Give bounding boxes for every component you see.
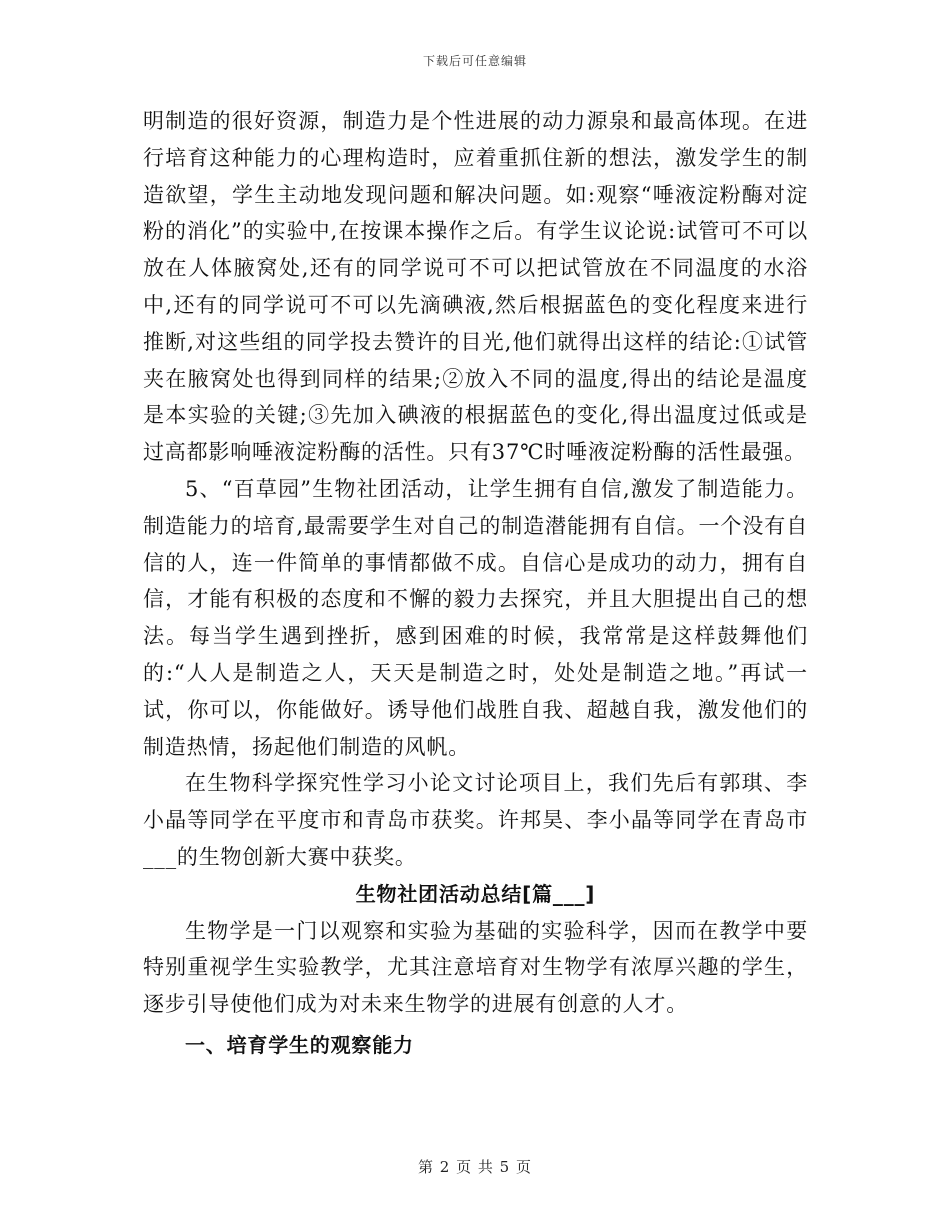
section-title: 生物社团活动总结[篇___] [355, 881, 596, 906]
paragraph-intro: 生物学是一门以观察和实验为基础的实验科学，因而在教学中要特别重视学生实验教学，尤其注意培育对生物学有浓厚兴趣的学生，逐步引导使他们成为对未来生物学的进展有创意的人才。 [143, 918, 808, 1017]
section-heading-1: 一、培育学生的观察能力 [185, 1032, 414, 1057]
page-footer: 第 2 页 共 5 页 [418, 1158, 532, 1176]
paragraph-continued: 明制造的很好资源，制造力是个性进展的动力源泉和最高体现。在进行培育这种能力的心理构造时，应着重抓住新的想法，激发学生的制造欲望，学生主动地发现问题和解决问题。如:观察“唾液淀粉酶对淀粉的消化”的实验中,在按课本操作之后。有学生议论说:试管可不可以放在人体腋窝处,还有的同学说可不可以把试管放在不同温度的水浴中,还有的同学说可不可以先滴碘液,然后根据蓝色的变化程度来进行推断,对这些组的同学投去赞许的目光,他们就得出这样的结论:①试管夹在腋窝处也得到同样的结果;②放入不同的温度,得出的结论是温度是本实验的关键;③先加入碘液的根据蓝色的变化,得出温度过低或是过高都影响唾液淀粉酶的活性。只有37℃时唾液淀粉酶的活性最强。 [143, 109, 808, 465]
page-header: 下载后可任意编辑 [422, 54, 527, 68]
paragraph-awards: 在生物科学探究性学习小论文讨论项目上，我们先后有郭琪、李小晶等同学在平度市和青岛市获奖。许邦昊、李小晶等同学在青岛市___的生物创新大赛中获奖。 [143, 771, 808, 869]
document-body [143, 103, 808, 1064]
paragraph-item-5: 5、“百草园”生物社团活动，让学生拥有自信,激发了制造能力。制造能力的培育,最需要学生对自己的制造潜能拥有自信。一个没有自信的人，连一件简单的事情都做不成。自信心是成功的动力，拥有自信，才能有积极的态度和不懈的毅力去探究，并且大胆提出自己的想法。每当学生遇到挫折，感到困难的时候，我常常是这样鼓舞他们的:“人人是制造之人，天天是制造之时，处处是制造之地。”再试一试，你可以，你能做好。诱导他们战胜自我、超越自我，激发他们的制造热情，扬起他们制造的风帆。 [143, 476, 808, 759]
